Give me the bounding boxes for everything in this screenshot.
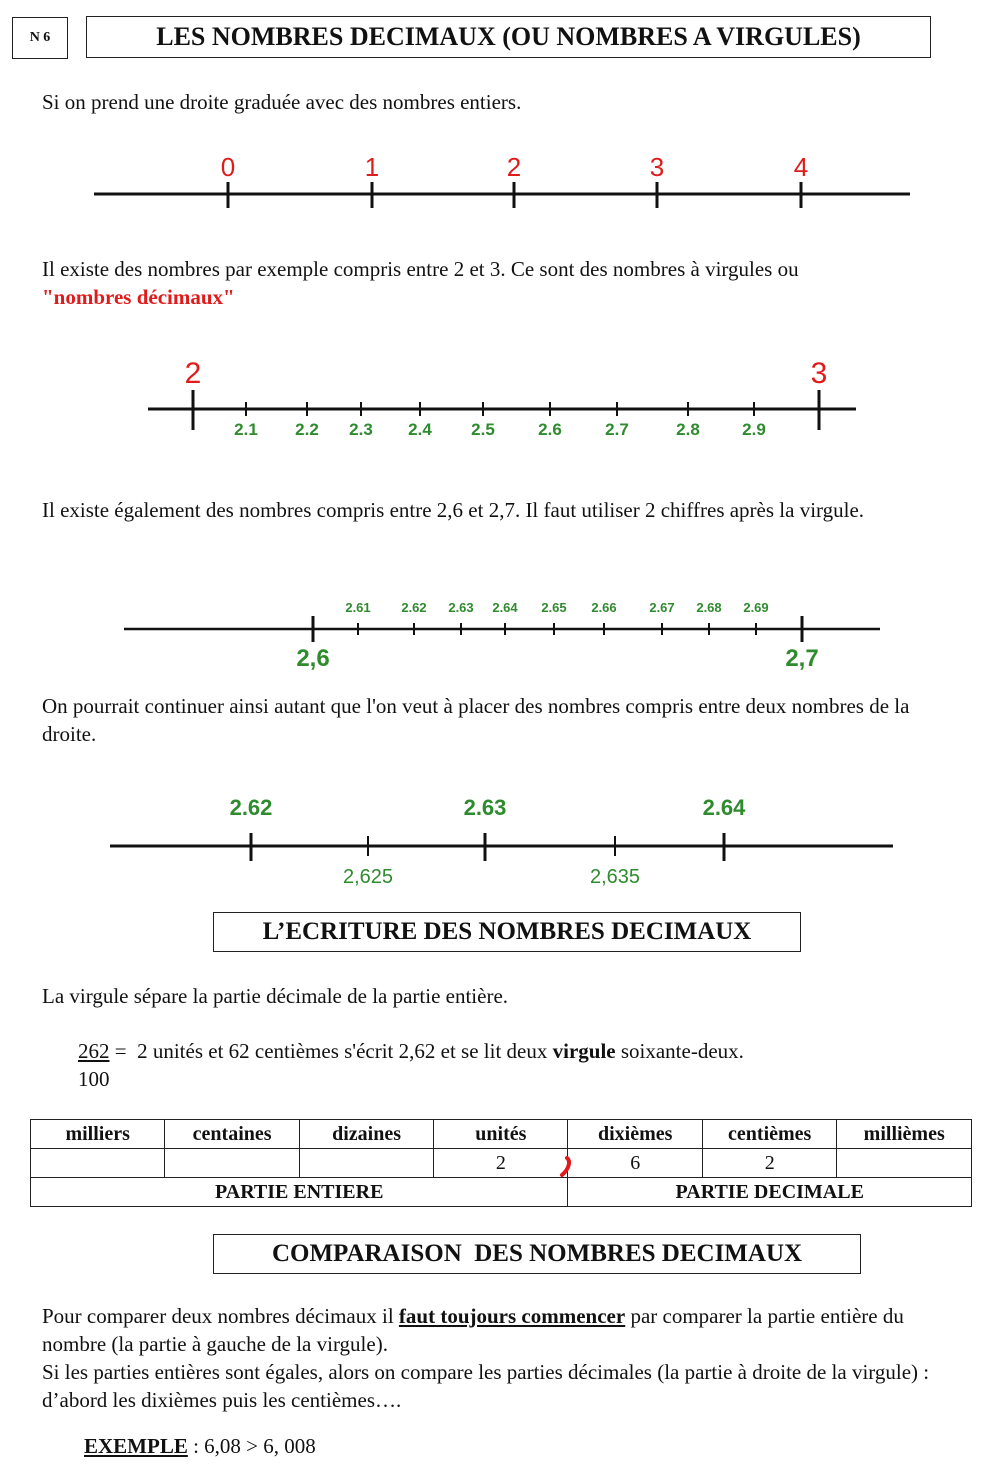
hundredth-label: 2.67 [649,600,675,615]
paragraph-compare [42,1302,967,1414]
tenth-label: 2.7 [605,420,629,439]
integer-label: 2 [506,152,522,182]
table-header-cell: millièmes [837,1120,972,1149]
hundredth-label: 2.69 [743,600,769,615]
table-cell [165,1149,299,1178]
example-label: EXEMPLE [84,1434,188,1458]
endpoint-label: 2,6 [296,645,330,672]
fraction-text-end: soixante-deux. [620,1039,744,1063]
compare-text-second: Si les parties entières sont égales, alors on compare les parties décimales (la partie à droite de la virgule) : d’abord les dixièmes puis les centièmes…. [42,1360,930,1412]
number-line-integers [0,140,1000,230]
tenth-label: 2.6 [538,420,562,439]
decimal-part-label: PARTIE DECIMALE [568,1178,972,1207]
major-label: 2.63 [463,795,507,820]
example-line [84,1432,316,1460]
tenth-label: 2.5 [471,420,495,439]
number-line-thousandths [0,785,1000,895]
tenth-label: 2.3 [349,420,373,439]
table-header-cell: dizaines [299,1120,433,1149]
section-comparison-title: COMPARAISON DES NOMBRES DECIMAUX [213,1234,861,1274]
number-line-tenths [0,350,1000,450]
table-header-row [31,1120,972,1149]
paragraph-decimals-text: Il existe des nombres par exemple compris entre 2 et 3. Ce sont des nombres à virgules ou [42,257,799,281]
sheet-code: N 6 [12,17,68,59]
paragraph-comma: La virgule sépare la partie décimale de la partie entière. [42,984,509,1008]
hundredth-label: 2.68 [696,600,722,615]
number-line-hundredths [0,590,1000,680]
fraction-bold-word: virgule [552,1039,616,1063]
tenth-label: 2.9 [742,420,766,439]
fraction-numerator: 262 [78,1039,110,1063]
table-header-cell: milliers [31,1120,165,1149]
tenth-label: 2.4 [408,420,432,439]
compare-text-end: par comparer la partie entière du nombre (la partie à gauche de la virgule). [42,1304,904,1356]
integer-label: 1 [364,152,380,182]
table-header-cell: centaines [165,1120,299,1149]
table-header-cell: unités [434,1120,568,1149]
tenth-label: 2.8 [676,420,700,439]
paragraph-hundredths: Il existe également des nombres compris entre 2,6 et 2,7. Il faut utiliser 2 chiffres après la virgule. [42,498,865,522]
table-cell: 6 [568,1149,702,1178]
compare-emphasis: faut toujours commencer [398,1304,626,1328]
fraction-equals: = [114,1039,127,1063]
decimals-highlight: "nombres décimaux" [42,285,235,309]
table-cell: 2 [434,1149,568,1178]
hundredth-label: 2.62 [401,600,427,615]
section-writing-title: L’ECRITURE DES NOMBRES DECIMAUX [213,912,801,952]
paragraph-decimals [42,255,962,311]
integer-label: 0 [220,152,236,182]
table-row [31,1149,972,1178]
hundredth-label: 2.64 [492,600,518,615]
table-cell [299,1149,433,1178]
intro-text: Si on prend une droite graduée avec des nombres entiers. [42,90,522,114]
integer-part-label: PARTIE ENTIERE [31,1178,568,1207]
integer-label: 3 [649,152,665,182]
page-title: LES NOMBRES DECIMAUX (OU NOMBRES A VIRGULES) [86,16,931,58]
tenth-label: 2.1 [234,420,258,439]
integer-label: 4 [793,152,809,182]
example-text: : 6,08 > 6, 008 [187,1434,316,1458]
comma-mark [558,1155,574,1179]
fraction-example [78,1037,744,1093]
hundredth-label: 2.66 [591,600,617,615]
fraction-text: 2 unités et 62 centièmes s'écrit 2,62 et se lit deux [137,1039,548,1063]
minor-label: 2,625 [342,866,394,888]
paragraph-continue: On pourrait continuer ainsi autant que l'on veut à placer des nombres compris entre deux nombres de la droite. [42,694,910,746]
minor-label: 2,635 [589,866,641,888]
major-label: 2.64 [702,795,746,820]
table-cell: 2 [702,1149,837,1178]
tenth-label: 2.2 [295,420,319,439]
table-header-cell: dixièmes [568,1120,702,1149]
hundredth-label: 2.61 [345,600,371,615]
place-value-table [30,1119,972,1207]
endpoint-label: 3 [810,357,828,390]
table-parts-row [31,1178,972,1207]
endpoint-label: 2,7 [785,645,819,672]
table-cell [837,1149,972,1178]
compare-text-start: Pour comparer deux nombres décimaux il [42,1304,394,1328]
fraction-denominator: 100 [78,1067,110,1091]
table-header-cell: centièmes [702,1120,837,1149]
hundredth-label: 2.63 [448,600,474,615]
major-label: 2.62 [229,795,273,820]
hundredth-label: 2.65 [541,600,567,615]
endpoint-label: 2 [184,357,202,390]
table-cell [31,1149,165,1178]
